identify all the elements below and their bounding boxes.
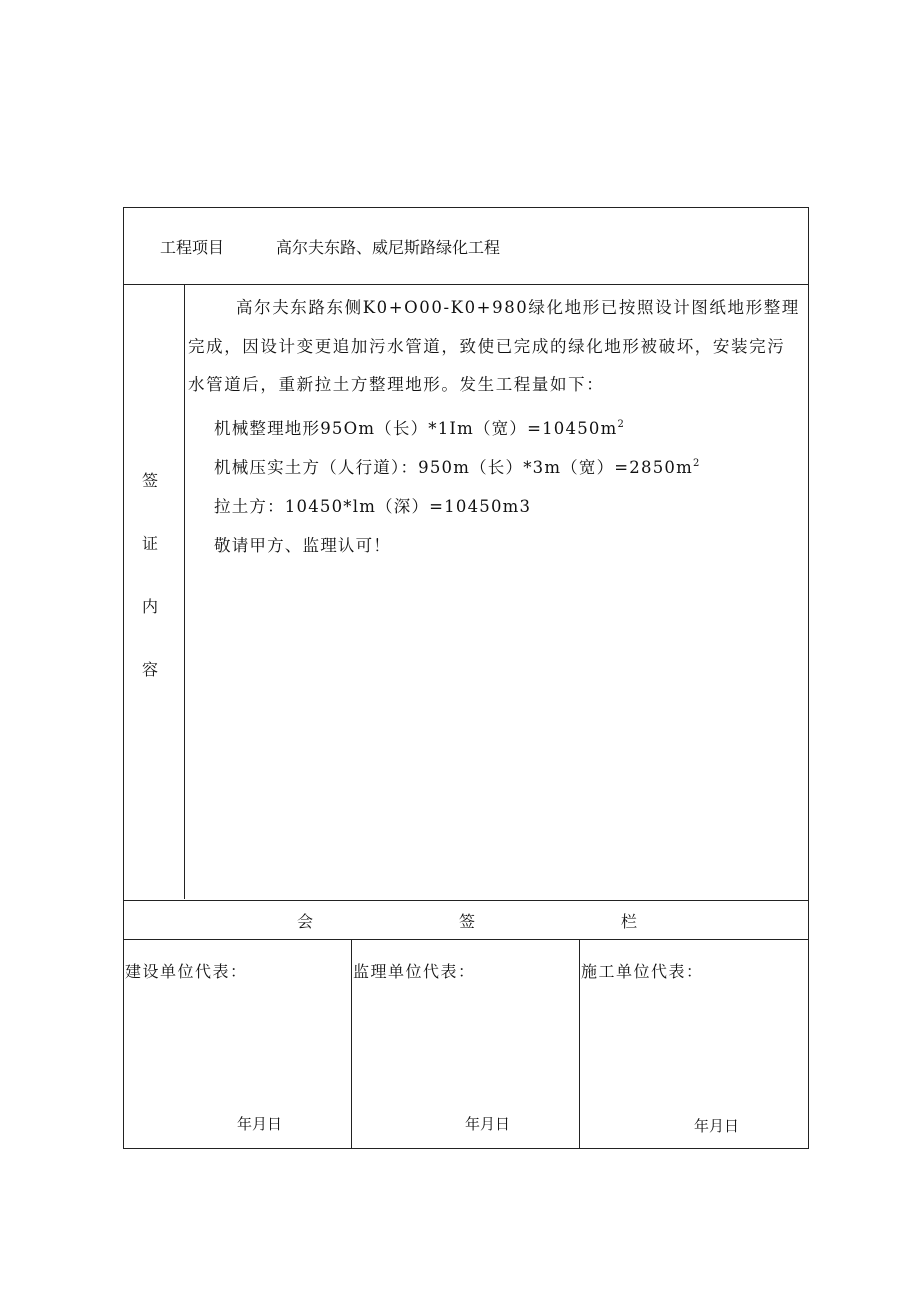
project-name: 高尔夫东路、威尼斯路绿化工程 xyxy=(276,238,501,257)
sign-title-char: 会 xyxy=(297,912,314,931)
visa-content-row xyxy=(124,285,808,901)
side-label-char: 签 xyxy=(141,471,158,490)
quantity-line-earthwork: 拉土方：10450*lm（深）=10450m3 xyxy=(214,497,532,516)
contractor-date-label: 年月日 xyxy=(694,1117,740,1135)
side-label-char: 证 xyxy=(141,534,158,553)
sign-section-title xyxy=(124,901,808,940)
quantity-line-grading-text: 机械整理地形95Om（长）*1Im（宽）=10450m xyxy=(214,419,618,438)
unit-superscript: 2 xyxy=(692,458,701,469)
unit-superscript: 2 xyxy=(617,419,626,430)
visa-content-side-label xyxy=(124,285,185,899)
visa-form-table xyxy=(123,207,809,1149)
description-paragraph: 高尔夫东路东侧K0+O00-K0+980绿化地形已按照设计图纸地形整理完成，因设计变更追加污水管道，致使已完成的绿化地形被破坏，安装完污水管道后，重新拉土方整理地形。发生工程量如下： xyxy=(188,298,800,394)
side-label-char: 容 xyxy=(141,660,158,679)
project-row xyxy=(124,208,808,285)
sign-title-char: 栏 xyxy=(621,912,638,931)
closing-request: 敬请甲方、监理认可！ xyxy=(214,536,391,555)
supervisor-sign-cell xyxy=(352,940,580,1148)
side-label-char: 内 xyxy=(141,597,158,616)
supervisor-rep-label: 监理单位代表： xyxy=(353,962,476,981)
contractor-rep-label: 施工单位代表： xyxy=(581,962,704,981)
owner-rep-label: 建设单位代表： xyxy=(125,962,248,981)
owner-date-label: 年月日 xyxy=(237,1115,283,1133)
contractor-sign-cell xyxy=(580,940,808,1148)
quantity-line-compaction xyxy=(214,454,701,478)
quantity-line-compaction-text: 机械压实土方（人行道）：950m（长）*3m（宽）=2850m xyxy=(214,458,693,477)
sign-title-char: 签 xyxy=(459,912,476,931)
sign-row xyxy=(124,940,808,1148)
project-label: 工程项目 xyxy=(160,238,225,257)
owner-sign-cell xyxy=(124,940,352,1148)
supervisor-date-label: 年月日 xyxy=(465,1115,511,1133)
quantity-line-grading xyxy=(214,415,625,439)
visa-content-body xyxy=(186,285,808,899)
